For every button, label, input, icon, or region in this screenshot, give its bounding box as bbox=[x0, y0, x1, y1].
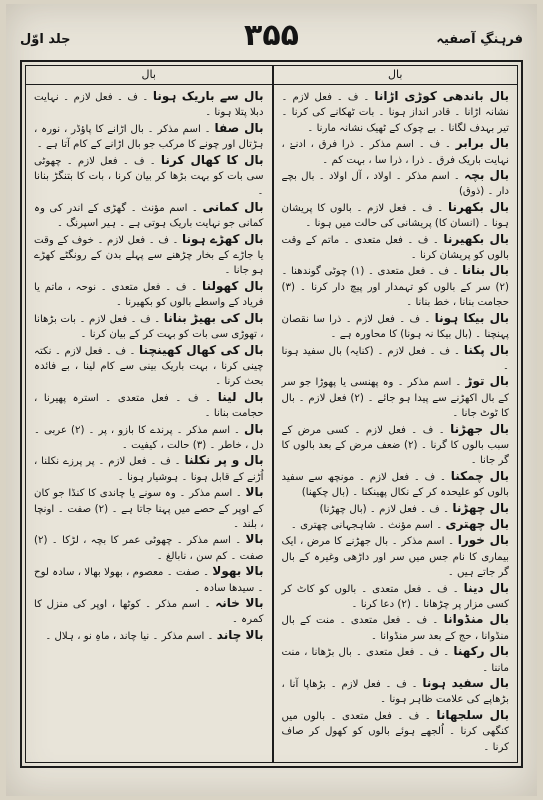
dictionary-entry bbox=[34, 532, 264, 564]
dictionary-page bbox=[6, 4, 537, 796]
entry-headword: بال باندھی کوڑی اڑانا bbox=[374, 89, 510, 103]
left-column bbox=[26, 66, 272, 762]
dictionary-entry bbox=[34, 89, 264, 121]
entry-definition: ۔ اسم مذکر ۔ وہ سونے یا چاندی کا کنڈا جو کان کے اوپر کے حصے میں پہنا جاتا ہے ۔ (۲) صفت ۔ اونچا ، بلند ۔ bbox=[34, 488, 264, 530]
dictionary-entry bbox=[282, 533, 510, 580]
dictionary-entry bbox=[282, 343, 510, 375]
entry-headword: بال چھتری bbox=[445, 516, 509, 531]
dictionary-entry bbox=[34, 390, 264, 422]
dictionary-entry bbox=[282, 708, 510, 755]
dictionary-entry bbox=[282, 168, 510, 200]
text-frame bbox=[20, 60, 523, 768]
dictionary-entry bbox=[34, 628, 264, 644]
entry-definition: ۔ اسم مذکر ۔ چھوٹی عمر کا بچہ ، لڑکا ۔ (۲) صفت ۔ کم سن ، نابالغ ۔ bbox=[34, 535, 264, 562]
dictionary-entry bbox=[282, 136, 510, 168]
dictionary-entry bbox=[282, 311, 510, 343]
entry-headword: بال کھولنا bbox=[202, 278, 264, 293]
entry-definition: ۔ ف ۔ فعل متعدی ۔ ماتم کے وقت بالوں کو پریشان کرنا ۔ bbox=[281, 234, 509, 262]
dictionary-entry bbox=[282, 200, 510, 232]
entry-headword: بال بیکا ہونا bbox=[434, 310, 509, 325]
entry-headword: بال صفا bbox=[214, 120, 264, 135]
dictionary-entry bbox=[282, 581, 510, 613]
right-column bbox=[272, 66, 518, 762]
entry-headword: بال چھڑنا bbox=[452, 500, 509, 515]
dictionary-entry bbox=[282, 374, 510, 421]
dictionary-entry bbox=[34, 422, 264, 454]
entry-headword: بالا چاند bbox=[216, 627, 264, 642]
entry-headword: بال توڑ bbox=[465, 374, 509, 389]
entry-definition: ۔ ف ۔ فعل لازم ۔ خوف کے وقت یا جاڑے کے بخار چڑھنے سے پہلے بدن کے رونگٹے کھڑے ہو جانا ۔ bbox=[34, 234, 264, 277]
entry-headword: بال جھڑنا bbox=[450, 421, 509, 436]
dictionary-entry bbox=[34, 485, 264, 532]
entry-definition: ۔ ف ۔ فعل لازم ۔ ذرا سا نقصان پہنچنا ۔ (بال بیکا نہ ہونا) کا محاورہ ہے ۔ bbox=[281, 313, 509, 341]
entry-definition: ۔ اسم مذکر ۔ اولاد ، آل اولاد ۔ بال بچے دار ۔ (ذوق) bbox=[281, 171, 509, 198]
entry-definition: ۔ ف ۔ فعل لازم ۔ کسی مرض کے سبب بالوں کا گرنا ۔ (۲) ضعف مرض کے بعد بالوں کا گر جانا ۔ bbox=[281, 424, 509, 467]
entry-definition: ۔ ف ۔ فعل لازم ۔ نکتہ چینی کرنا ، بہت باریک بینی سے کام لینا ، بے فائدہ بحث کرنا ۔ bbox=[34, 345, 264, 388]
entry-definition: ۔ ف ۔ فعل متعدی ۔ بال بڑھانا ، منت ماننا ۔ bbox=[281, 647, 509, 674]
entry-headword: بالا خانہ bbox=[215, 596, 264, 610]
entry-definition: ۔ صفت ۔ معصوم ، بھولا بھالا ، سادہ لوح ۔ سیدھا سادہ ۔ bbox=[34, 567, 264, 594]
entry-definition: ۔ اسم مؤنث ۔ گھڑی کے اندر کی وہ کمانی جو نہایت باریک ہوتی ہے ۔ ہیر اسپرنگ ۔ bbox=[34, 202, 264, 230]
entry-definition: ۔ ف ۔ فعل لازم ۔ نشانہ اڑانا ۔ قادر انداز ہونا ۔ بات ٹھکانے کی کرنا ۔ تیر بہدف لگانا ۔ بے چوک کے ٹھیک نشانہ مارنا ۔ bbox=[281, 92, 509, 134]
entry-headword: بالا bbox=[245, 532, 264, 547]
entry-headword: بال بکھیرنا bbox=[443, 231, 509, 246]
entry-headword: بال و پر نکلنا bbox=[184, 453, 264, 468]
dictionary-entry bbox=[34, 153, 264, 200]
entry-headword: بال کمانی bbox=[202, 199, 264, 214]
entry-definition: ۔ ف ۔ فعل لازم ۔ بالوں کا پریشان ہونا ۔ (انسان کا) پریشانی کی حالت میں ہونا ۔ bbox=[281, 202, 509, 230]
right-column-heading: بال bbox=[274, 66, 518, 85]
page-header bbox=[20, 18, 523, 60]
entry-definition: ۔ ف ۔ فعل متعدی ۔ استرہ پھیرنا ، حجامت بنانا ۔ bbox=[34, 392, 264, 420]
entry-headword: بال بکھرنا bbox=[448, 199, 509, 214]
entry-headword: بال bbox=[244, 421, 264, 436]
entry-headword: بال کھڑے ہونا bbox=[182, 231, 264, 246]
entry-definition: ۔ ف ۔ فعل لازم ۔ چھوٹی سی بات کو بہت بڑھا کر بیان کرنا ، بات کا بتنگڑ بنانا ۔ bbox=[34, 155, 264, 198]
entry-definition: ۔ اسم مذکر ۔ بال اڑانے کا پاؤڈر ، نورہ ، ہڑتال اور چونے کا مرکب جو بال اڑانے کے کام آتا ہے ۔ bbox=[34, 123, 264, 151]
entry-definition: ۔ ف ۔ فعل لازم ۔ نہایت دبلا پتلا ہونا ۔ bbox=[34, 92, 264, 119]
entry-definition: ۔ اسم مذکر ۔ وہ پھنسی یا پھوڑا جو سر کے بال اکھڑنے سے پیدا ہو جائے ۔ (۲) فعل لازم ۔ بال کا ٹوٹ جانا ۔ bbox=[281, 377, 509, 420]
entry-definition: ۔ اسم مذکر ۔ بال جھڑنے کا مرض ، ایک بیماری کا نام جس میں سر اور داڑھی وغیرہ کے بال گر جاتے ہیں ۔ bbox=[281, 536, 509, 579]
entry-definition: ۔ ف ۔ فعل لازم ۔ پر پرزے نکلنا ، اُڑنے کے قابل ہونا ۔ ہوشیار ہونا ۔ bbox=[34, 456, 264, 483]
entry-headword: بال سلجھانا bbox=[436, 707, 509, 722]
entry-headword: بال کا کھال کرنا bbox=[160, 152, 264, 167]
dictionary-entry bbox=[34, 453, 264, 485]
entry-headword: بال بنانا bbox=[462, 263, 509, 278]
dictionary-entry bbox=[282, 676, 510, 708]
entry-headword: بال سے باریک ہونا bbox=[152, 89, 264, 103]
entry-definition: ۔ ف ۔ فعل متعدی ۔ بالوں کو کاٹ کر کسی مزار پر چڑھانا ۔ (۲) دعا کرنا ۔ bbox=[281, 583, 509, 610]
dictionary-entry bbox=[34, 564, 264, 596]
left-entries bbox=[34, 89, 264, 644]
entry-definition: ۔ اسم مذکر ۔ پرندے کا بازو ، پر ۔ (۲) عربی ۔ دل ، خاطر ۔ (۳) حالت ، کیفیت ۔ bbox=[34, 424, 264, 451]
entry-headword: بال پکنا bbox=[463, 342, 509, 357]
text-frame-inner bbox=[25, 65, 518, 763]
entry-definition: ۔ ف ۔ فعل لازم ۔ بات بڑھانا ، تھوڑی سی بات کو بہت کر کے بیان کرنا ۔ bbox=[34, 313, 264, 341]
entry-definition: ۔ اسم مذکر ۔ کوٹھا ، اوپر کی منزل کا کمرہ ۔ bbox=[34, 599, 264, 626]
entry-definition: ۔ ف ۔ اسم مذکر ۔ ذرا فرق ، ادنےٰ ، نہایت باریک فرق ۔ ذرا ، ذرا سا ، بہت کم ۔ bbox=[281, 139, 509, 166]
entry-definition: ۔ ف ۔ فعل متعدی ۔ منت کے بال منڈوانا ، حج کے بعد سر منڈوانا ۔ bbox=[281, 615, 509, 642]
dictionary-entry bbox=[34, 279, 264, 311]
entry-headword: بال بچہ bbox=[464, 168, 509, 183]
dictionary-entry bbox=[282, 232, 510, 264]
entry-headword: بالا bbox=[245, 485, 264, 500]
volume-label: جلد اوّل bbox=[20, 32, 71, 47]
entry-headword: بالا بھولا bbox=[212, 564, 264, 579]
dictionary-entry bbox=[34, 200, 264, 232]
entry-definition: ۔ ف ۔ فعل لازم ۔ مونچھ سے سفید بالوں کو علیحدہ کر کے نکال پھینکنا ۔ (بال چکھنا) bbox=[281, 471, 509, 499]
dictionary-entry bbox=[34, 232, 264, 279]
entry-headword: بال چمکنا bbox=[450, 468, 509, 483]
entry-headword: بال دینا bbox=[463, 580, 510, 595]
page-number: ۳۵۵ bbox=[244, 18, 299, 53]
right-entries bbox=[282, 89, 510, 755]
entry-headword: بال برابر bbox=[455, 136, 510, 151]
dictionary-entry bbox=[282, 89, 510, 136]
entry-headword: بال کی کھال کھینچنا bbox=[139, 342, 264, 357]
dictionary-entry bbox=[282, 501, 510, 517]
entry-definition: ۔ ف ۔ فعل لازم ۔ (بال چھڑنا) bbox=[319, 503, 450, 515]
dictionary-entry bbox=[34, 311, 264, 343]
entry-headword: بال کی بھیڑ بنانا bbox=[163, 310, 264, 325]
dictionary-entry bbox=[282, 263, 510, 310]
entry-headword: بال سفید ہونا bbox=[422, 676, 509, 691]
dictionary-title: فرہنگِ آصفیہ bbox=[436, 32, 523, 47]
left-column-heading: بال bbox=[26, 66, 272, 85]
dictionary-entry bbox=[282, 422, 510, 469]
dictionary-entry bbox=[282, 469, 510, 501]
entry-headword: بال لینا bbox=[217, 389, 264, 404]
entry-headword: بال رکھنا bbox=[453, 644, 509, 659]
entry-definition: ۔ ف ۔ فعل متعدی ۔ بالوں میں کنگھی کرنا ۔ اُلجھے ہوئے بالوں کو کھول کر صاف کرنا ۔ bbox=[281, 710, 509, 753]
dictionary-entry bbox=[34, 596, 264, 628]
dictionary-entry bbox=[282, 517, 510, 533]
entry-headword: بال منڈوانا bbox=[443, 612, 509, 627]
entry-definition: ۔ ف ۔ فعل متعدی ۔ (۱) چوٹی گوندھنا ۔ (۲) سر کے بالوں کو تہمدار اور پیچ دار کرنا ۔ (۳) حجامت بنانا ، خط بنانا ۔ bbox=[281, 266, 509, 309]
dictionary-entry bbox=[34, 121, 264, 153]
entry-definition: ۔ اسم مؤنث ۔ شاہجہانی چھتری ۔ bbox=[290, 519, 443, 531]
dictionary-entry bbox=[282, 612, 510, 644]
entry-definition: ۔ اسم مذکر ۔ نیا چاند ، ماہِ نو ، ہلال ۔ bbox=[45, 630, 214, 642]
entry-definition: ۔ ف ۔ فعل لازم ۔ بڑھاپا آنا ، بڑھاپے کی علامت ظاہر ہونا ۔ bbox=[281, 679, 509, 706]
entry-headword: بال خورا bbox=[457, 533, 509, 548]
dictionary-entry bbox=[282, 644, 510, 676]
entry-definition: ۔ ف ۔ فعل لازم ۔ (کنایہ) بال سفید ہونا ۔ bbox=[281, 345, 509, 372]
entry-definition: ۔ ف ۔ فعل متعدی ۔ نوحہ ، ماتم یا فریاد کے واسطے بالوں کو بکھیرنا ۔ bbox=[34, 281, 264, 309]
dictionary-entry bbox=[34, 343, 264, 390]
